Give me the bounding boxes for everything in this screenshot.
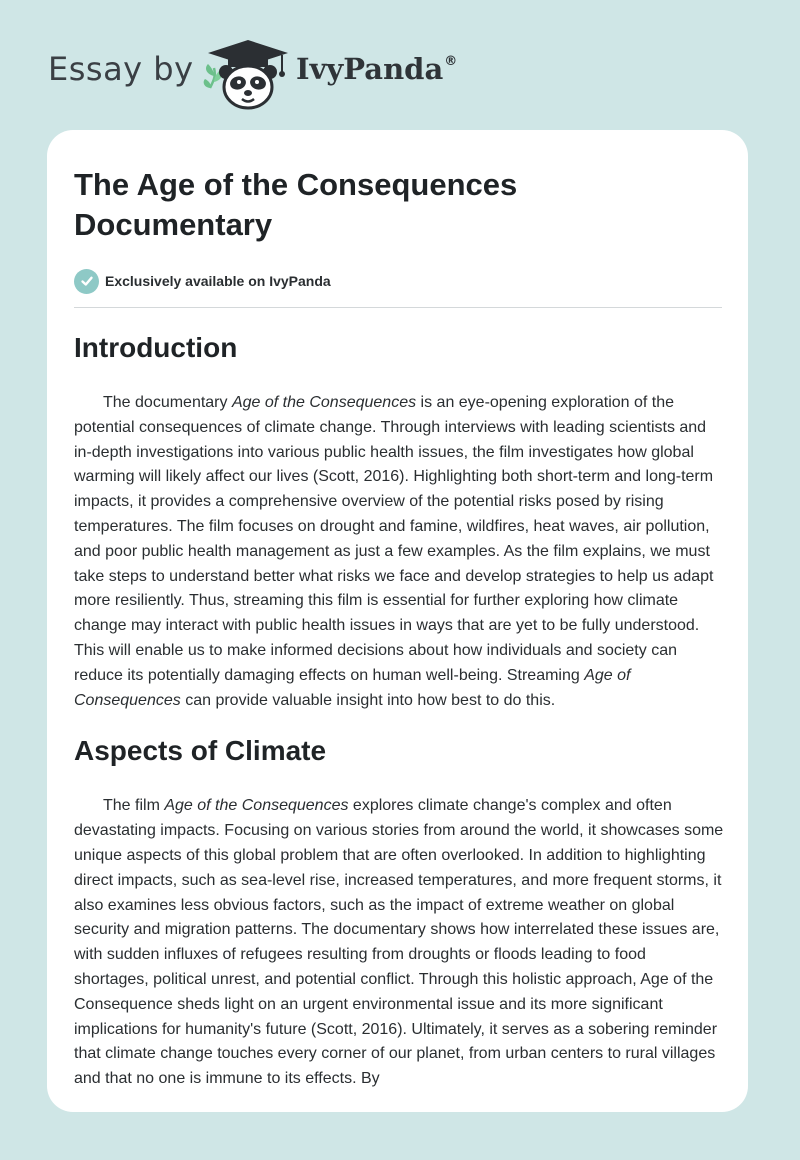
paragraph-introduction: The documentary Age of the Consequences is an eye-opening exploration of the potential consequences of climate change. Through interviews with leading scientists and in-depth investigations into various public health issues, the film investigates how global warming will likely affect our lives (Scott, 2016). Highlighting both short-term and long-term impacts, it provides a comprehensive overview of the potential risks posed by rising temperatures. The film focuses on drought and famine, wildfires, heat waves, air pollution, and poor public health management as just a few examples. As the film explains, we must take steps to understand better what risks we face and develop strategies to help us adapt more resiliently. Thus, streaming this film is essential for further exploring how climate change may interact with public health issues in ways that are yet to be fully understood. This will enable us to make informed decisions about how individuals and society can reduce its potentially damaging effects on human well-being. Streaming Age of Consequences can provide valuable insight into how best to do this. xyxy=(74,394,714,709)
section-heading-aspects-of-climate: Aspects of Climate xyxy=(74,735,327,767)
check-circle-icon xyxy=(74,269,99,294)
registered-mark: ® xyxy=(444,54,458,69)
exclusive-badge xyxy=(74,268,721,294)
brand-prefix: Essay by xyxy=(48,50,194,88)
panda-graduate-icon xyxy=(202,36,290,112)
brand-name-text: IvyPanda xyxy=(296,52,444,86)
divider xyxy=(74,307,722,308)
exclusive-label: Exclusively available on IvyPanda xyxy=(105,273,331,289)
brand-header[interactable] xyxy=(48,36,508,112)
essay-card xyxy=(47,130,748,1112)
page-title: The Age of the Consequences Documentary xyxy=(74,167,518,242)
section-heading-introduction: Introduction xyxy=(74,332,238,363)
brand-name xyxy=(296,52,457,86)
paragraph-aspects-of-climate: The film Age of the Consequences explores climate change's complex and often devastating impacts. Focusing on various stories from around the world, it showcases some unique aspects of this global problem that are often overlooked. In addition to highlighting direct impacts, such as sea-level rise, increased temperatures, and more frequent storms, it also examines less obvious factors, such as the impact of extreme weather on global security and migration patterns. The documentary shows how interrelated these issues are, with sudden influxes of refugees resulting from droughts or floods leading to food shortages, political unrest, and potential conflict. Through this holistic approach, Age of the Consequence sheds light on an urgent environmental issue and its more significant implications for humanity's future (Scott, 2016). Ultimately, it serves as a sobering reminder that climate change touches every corner of our planet, from urban centers to rural villages and that no one is immune to its effects. By xyxy=(74,797,724,1088)
